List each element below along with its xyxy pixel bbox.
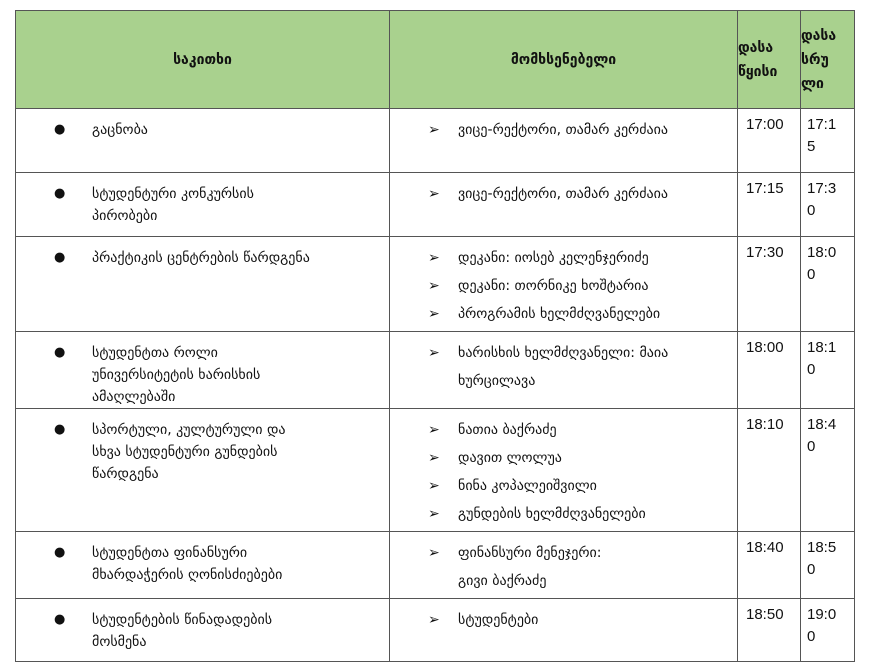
bullet-dot-icon: ●	[54, 422, 66, 437]
end-time-cell	[801, 599, 855, 662]
table-row	[16, 109, 855, 173]
bullet-dot-icon: ●	[54, 345, 66, 360]
arrow-bullet-icon: ➢	[428, 250, 440, 266]
presenter-text: პროგრამის ხელმძღვანელები	[458, 306, 661, 322]
presenter-item	[428, 183, 729, 205]
end-time-cell	[801, 173, 855, 237]
start-time-cell	[738, 109, 801, 173]
presenter-text: ნათია ბაქრაძე	[458, 422, 557, 438]
arrow-bullet-icon: ➢	[428, 345, 440, 361]
start-time: 18:10	[746, 416, 784, 433]
presenter-text: ნინა კოპალეიშვილი	[458, 478, 597, 494]
arrow-bullet-icon: ➢	[428, 186, 440, 202]
header-row	[16, 11, 855, 109]
arrow-bullet-icon: ➢	[428, 306, 440, 322]
topic-text: სტუდენტების წინადადების მოსმენა	[92, 612, 273, 650]
arrow-bullet-icon: ➢	[428, 545, 440, 561]
arrow-bullet-icon: ➢	[428, 278, 440, 294]
presenter-cell	[390, 532, 738, 599]
start-time-cell	[738, 532, 801, 599]
presenter-item	[428, 247, 729, 269]
topic-cell	[16, 409, 390, 532]
presenter-item	[428, 542, 729, 592]
presenter-item	[428, 609, 729, 631]
presenter-text: სტუდენტები	[458, 612, 539, 628]
presenter-item	[428, 275, 729, 297]
presenter-item	[428, 303, 729, 325]
arrow-bullet-icon: ➢	[428, 478, 440, 494]
presenter-item	[428, 342, 729, 392]
arrow-bullet-icon: ➢	[428, 506, 440, 522]
end-time-cell	[801, 109, 855, 173]
presenter-item	[428, 119, 729, 141]
end-time: 18:4 0	[807, 416, 837, 455]
presenter-item	[428, 447, 729, 469]
table-row	[16, 599, 855, 662]
arrow-bullet-icon: ➢	[428, 612, 440, 628]
topic-text: გაცნობა	[92, 122, 148, 138]
presenter-text: ვიცე-რექტორი, თამარ კერძაია	[458, 122, 668, 138]
end-time: 17:3 0	[807, 180, 837, 219]
presenter-item	[428, 419, 729, 441]
presenter-text: ხარისხის ხელმძღვანელი: მაია ხურცილავა	[458, 345, 669, 389]
topic-text: პრაქტიკის ცენტრების წარდგენა	[92, 250, 310, 266]
agenda-table	[15, 10, 855, 662]
bullet-dot-icon: ●	[54, 612, 66, 627]
presenter-cell	[390, 409, 738, 532]
presenter-cell	[390, 237, 738, 332]
table-row	[16, 237, 855, 332]
end-time: 18:0 0	[807, 244, 837, 283]
header-start: დასა წყისი	[738, 11, 801, 109]
start-time: 18:00	[746, 339, 784, 356]
arrow-bullet-icon: ➢	[428, 122, 440, 138]
start-time-cell	[738, 332, 801, 409]
end-time-cell	[801, 332, 855, 409]
presenter-text: გუნდების ხელმძღვანელები	[458, 506, 646, 522]
presenter-text: დეკანი: თორნიკე ხოშტარია	[458, 278, 649, 294]
end-time-cell	[801, 237, 855, 332]
arrow-bullet-icon: ➢	[428, 422, 440, 438]
table-row	[16, 332, 855, 409]
topic-cell	[16, 173, 390, 237]
presenter-text: დავით ლოლუა	[458, 450, 562, 466]
topic-text: სტუდენტური კონკურსის პირობები	[92, 186, 254, 224]
presenter-text: დეკანი: იოსებ კელენჯერიძე	[458, 250, 649, 266]
presenter-cell	[390, 109, 738, 173]
table-row	[16, 532, 855, 599]
topic-text: სტუდენტთა როლი უნივერსიტეტის ხარისხის ამაღლებაში	[92, 345, 261, 405]
start-time: 18:50	[746, 606, 784, 623]
header-topic: საკითხი	[16, 11, 390, 109]
table-row	[16, 409, 855, 532]
start-time-cell	[738, 599, 801, 662]
presenter-cell	[390, 173, 738, 237]
presenter-cell	[390, 599, 738, 662]
topic-text: სპორტული, კულტურული და სხვა სტუდენტური გუნდების წარდგენა	[92, 422, 286, 482]
end-time: 18:1 0	[807, 339, 837, 378]
topic-cell	[16, 599, 390, 662]
end-time-cell	[801, 532, 855, 599]
start-time-cell	[738, 173, 801, 237]
presenter-text: ვიცე-რექტორი, თამარ კერძაია	[458, 186, 668, 202]
end-time: 17:1 5	[807, 116, 837, 155]
presenter-item	[428, 475, 729, 497]
topic-cell	[16, 332, 390, 409]
bullet-dot-icon: ●	[54, 122, 66, 137]
header-end: დასა სრუ ლი	[801, 11, 855, 109]
start-time: 17:00	[746, 116, 784, 133]
presenter-cell	[390, 332, 738, 409]
start-time-cell	[738, 237, 801, 332]
bullet-dot-icon: ●	[54, 186, 66, 201]
topic-cell	[16, 532, 390, 599]
end-time-cell	[801, 409, 855, 532]
start-time-cell	[738, 409, 801, 532]
end-time: 19:0 0	[807, 606, 837, 645]
topic-text: სტუდენტთა ფინანსური მხარდაჭერის ღონისძიებები	[92, 545, 283, 583]
bullet-dot-icon: ●	[54, 545, 66, 560]
topic-cell	[16, 237, 390, 332]
end-time: 18:5 0	[807, 539, 837, 578]
header-presenter: მომხსენებელი	[390, 11, 738, 109]
start-time: 18:40	[746, 539, 784, 556]
arrow-bullet-icon: ➢	[428, 450, 440, 466]
topic-cell	[16, 109, 390, 173]
start-time: 17:15	[746, 180, 784, 197]
presenter-text: ფინანსური მენეჯერი: გივი ბაქრაძე	[458, 545, 602, 589]
presenter-item	[428, 503, 729, 525]
start-time: 17:30	[746, 244, 784, 261]
table-row	[16, 173, 855, 237]
bullet-dot-icon: ●	[54, 250, 66, 265]
